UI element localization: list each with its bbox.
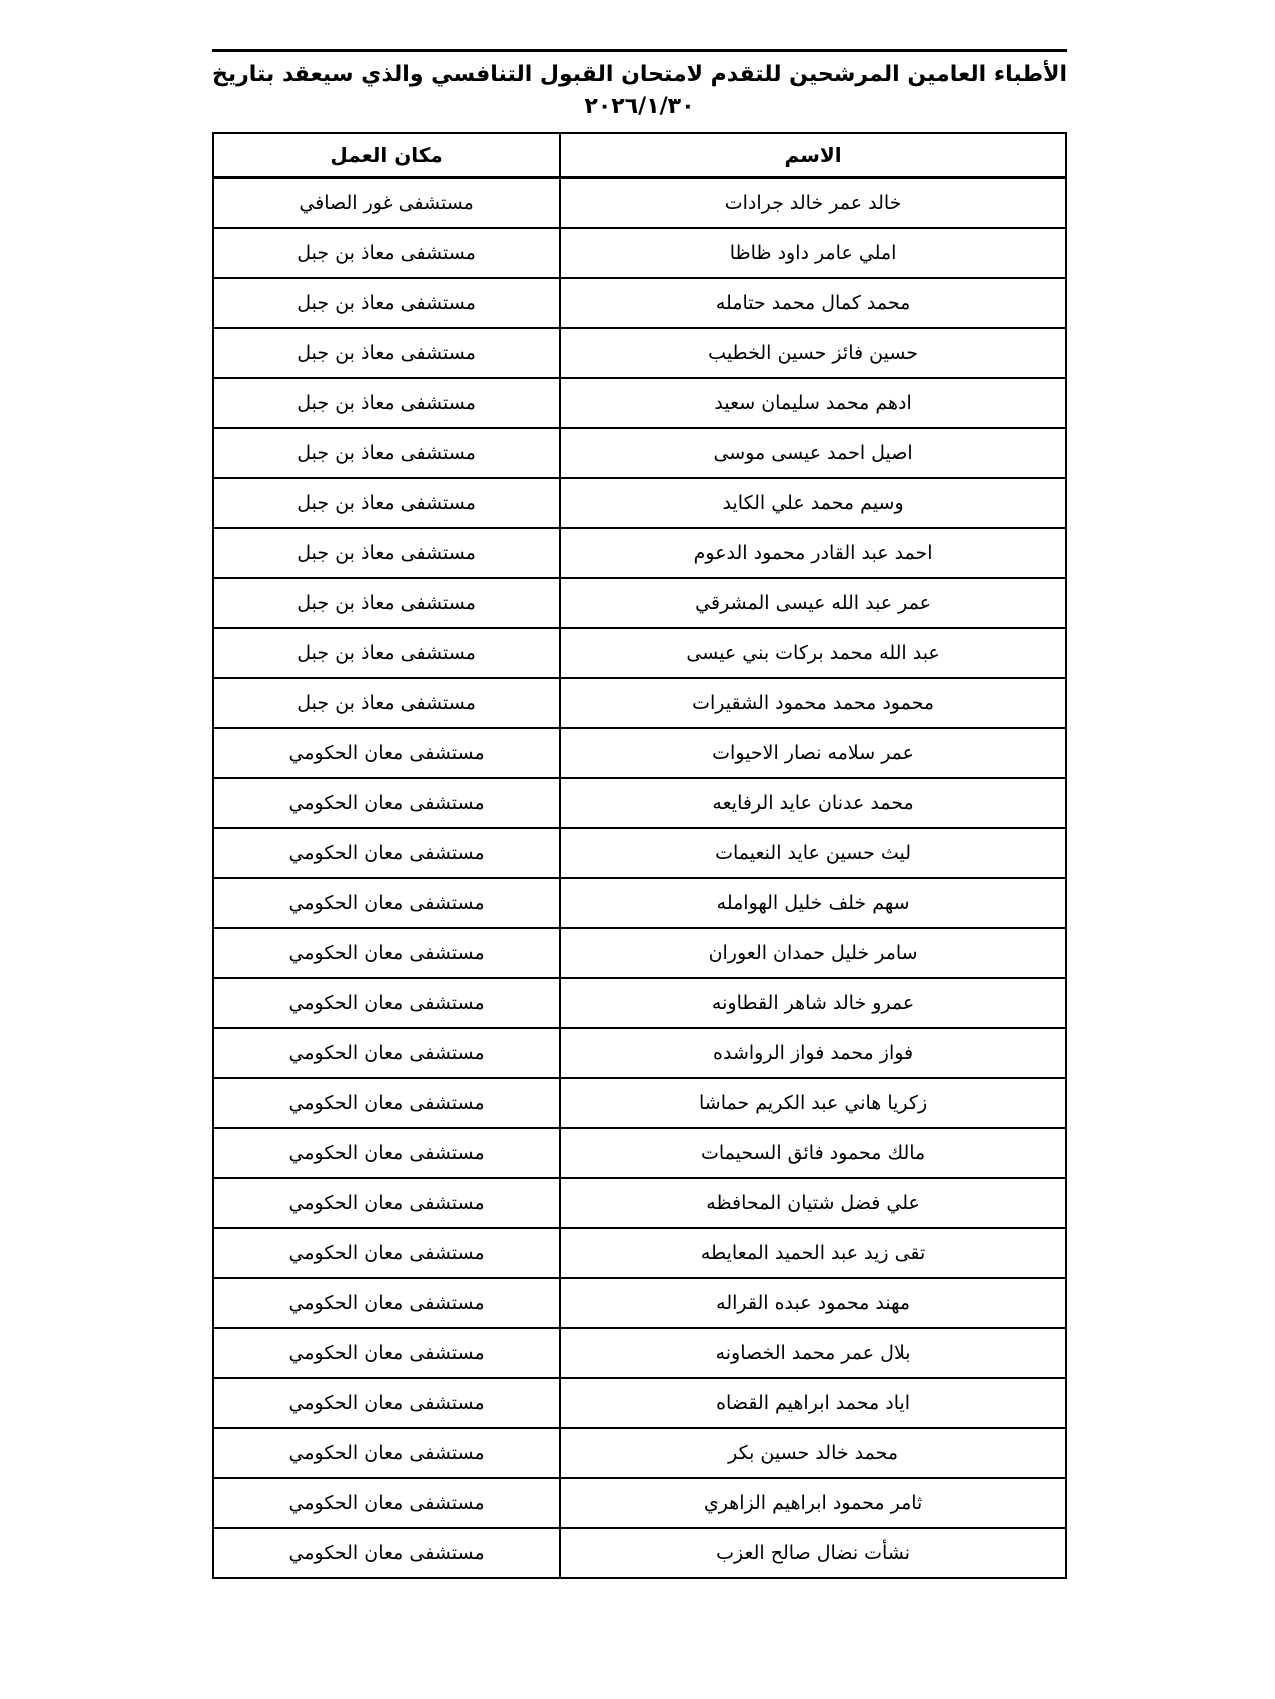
exam-date: ٢٠٢٦/١/٣٠ [584,93,695,119]
workplace-cell: مستشفى معان الحكومي [213,928,560,978]
table-row [213,1028,1066,1078]
table-row [213,328,1066,378]
candidate-name-cell: عمرو خالد شاهر القطاونه [560,978,1066,1028]
candidate-name-cell: فواز محمد فواز الرواشده [560,1028,1066,1078]
candidate-name-cell: عمر سلامه نصار الاحيوات [560,728,1066,778]
column-header-workplace: مكان العمل [213,133,560,178]
table-row [213,478,1066,528]
table-row [213,1428,1066,1478]
candidate-name-cell: اياد محمد ابراهيم القضاه [560,1378,1066,1428]
table-row [213,1528,1066,1578]
workplace-cell: مستشفى معان الحكومي [213,878,560,928]
workplace-cell: مستشفى غور الصافي [213,177,560,228]
candidate-name-cell: املي عامر داود ظاظا [560,228,1066,278]
table-row [213,778,1066,828]
candidate-name-cell: حسين فائز حسين الخطيب [560,328,1066,378]
candidate-name-cell: ادهم محمد سليمان سعيد [560,378,1066,428]
table-body [213,177,1066,1578]
candidate-name-cell: ثامر محمود ابراهيم الزاهري [560,1478,1066,1528]
table-row [213,978,1066,1028]
table-row [213,1378,1066,1428]
workplace-cell: مستشفى معاذ بن جبل [213,378,560,428]
page-title: الأطباء العامين المرشحين للتقدم لامتحان القبول التنافسي والذي سيعقد بتاريخ [212,62,1067,87]
candidate-name-cell: محمود محمد محمود الشقيرات [560,678,1066,728]
table-row [213,1328,1066,1378]
table-row [213,1078,1066,1128]
workplace-cell: مستشفى معان الحكومي [213,1328,560,1378]
workplace-cell: مستشفى معان الحكومي [213,828,560,878]
workplace-cell: مستشفى معاذ بن جبل [213,278,560,328]
candidate-name-cell: اصيل احمد عيسى موسى [560,428,1066,478]
table-row [213,878,1066,928]
candidate-name-cell: مالك محمود فائق السحيمات [560,1128,1066,1178]
table-header [213,133,1066,178]
table-row [213,728,1066,778]
workplace-cell: مستشفى معاذ بن جبل [213,628,560,678]
workplace-cell: مستشفى معاذ بن جبل [213,578,560,628]
candidate-name-cell: عمر عبد الله عيسى المشرقي [560,578,1066,628]
candidate-name-cell: وسيم محمد علي الكايد [560,478,1066,528]
candidate-name-cell: سهم خلف خليل الهوامله [560,878,1066,928]
workplace-cell: مستشفى معان الحكومي [213,1028,560,1078]
candidate-name-cell: ليث حسين عايد النعيمات [560,828,1066,878]
table-row [213,228,1066,278]
candidate-name-cell: مهند محمود عبده القراله [560,1278,1066,1328]
column-header-name: الاسم [560,133,1066,178]
table-row [213,528,1066,578]
table-row [213,578,1066,628]
document-content [212,49,1067,1579]
table-row [213,278,1066,328]
candidate-name-cell: علي فضل شتيان المحافظه [560,1178,1066,1228]
table-row [213,1478,1066,1528]
header-rule [212,49,1067,52]
candidate-name-cell: بلال عمر محمد الخصاونه [560,1328,1066,1378]
table-row [213,928,1066,978]
candidates-table [212,132,1067,1579]
workplace-cell: مستشفى معان الحكومي [213,1378,560,1428]
workplace-cell: مستشفى معان الحكومي [213,978,560,1028]
workplace-cell: مستشفى معاذ بن جبل [213,428,560,478]
table-row [213,678,1066,728]
table-row [213,828,1066,878]
workplace-cell: مستشفى معان الحكومي [213,1428,560,1478]
workplace-cell: مستشفى معان الحكومي [213,1128,560,1178]
table-row [213,177,1066,228]
workplace-cell: مستشفى معان الحكومي [213,1478,560,1528]
workplace-cell: مستشفى معان الحكومي [213,1278,560,1328]
candidate-name-cell: خالد عمر خالد جرادات [560,177,1066,228]
table-row [213,428,1066,478]
table-row [213,1228,1066,1278]
workplace-cell: مستشفى معاذ بن جبل [213,478,560,528]
candidate-name-cell: محمد عدنان عايد الرفايعه [560,778,1066,828]
table-row [213,378,1066,428]
table-row [213,628,1066,678]
table-row [213,1128,1066,1178]
workplace-cell: مستشفى معان الحكومي [213,778,560,828]
workplace-cell: مستشفى معان الحكومي [213,1178,560,1228]
candidate-name-cell: محمد كمال محمد حتامله [560,278,1066,328]
workplace-cell: مستشفى معاذ بن جبل [213,528,560,578]
workplace-cell: مستشفى معان الحكومي [213,1228,560,1278]
candidate-name-cell: محمد خالد حسين بكر [560,1428,1066,1478]
workplace-cell: مستشفى معان الحكومي [213,1528,560,1578]
document-page [0,49,1275,1699]
workplace-cell: مستشفى معان الحكومي [213,1078,560,1128]
workplace-cell: مستشفى معاذ بن جبل [213,228,560,278]
header-row [213,133,1066,178]
table-row [213,1278,1066,1328]
candidate-name-cell: نشأت نضال صالح العزب [560,1528,1066,1578]
candidate-name-cell: احمد عبد القادر محمود الدعوم [560,528,1066,578]
candidate-name-cell: عبد الله محمد بركات بني عيسى [560,628,1066,678]
workplace-cell: مستشفى معان الحكومي [213,728,560,778]
workplace-cell: مستشفى معاذ بن جبل [213,328,560,378]
candidate-name-cell: زكريا هاني عبد الكريم حماشا [560,1078,1066,1128]
candidate-name-cell: سامر خليل حمدان العوران [560,928,1066,978]
table-row [213,1178,1066,1228]
candidate-name-cell: تقى زيد عبد الحميد المعايطه [560,1228,1066,1278]
workplace-cell: مستشفى معاذ بن جبل [213,678,560,728]
